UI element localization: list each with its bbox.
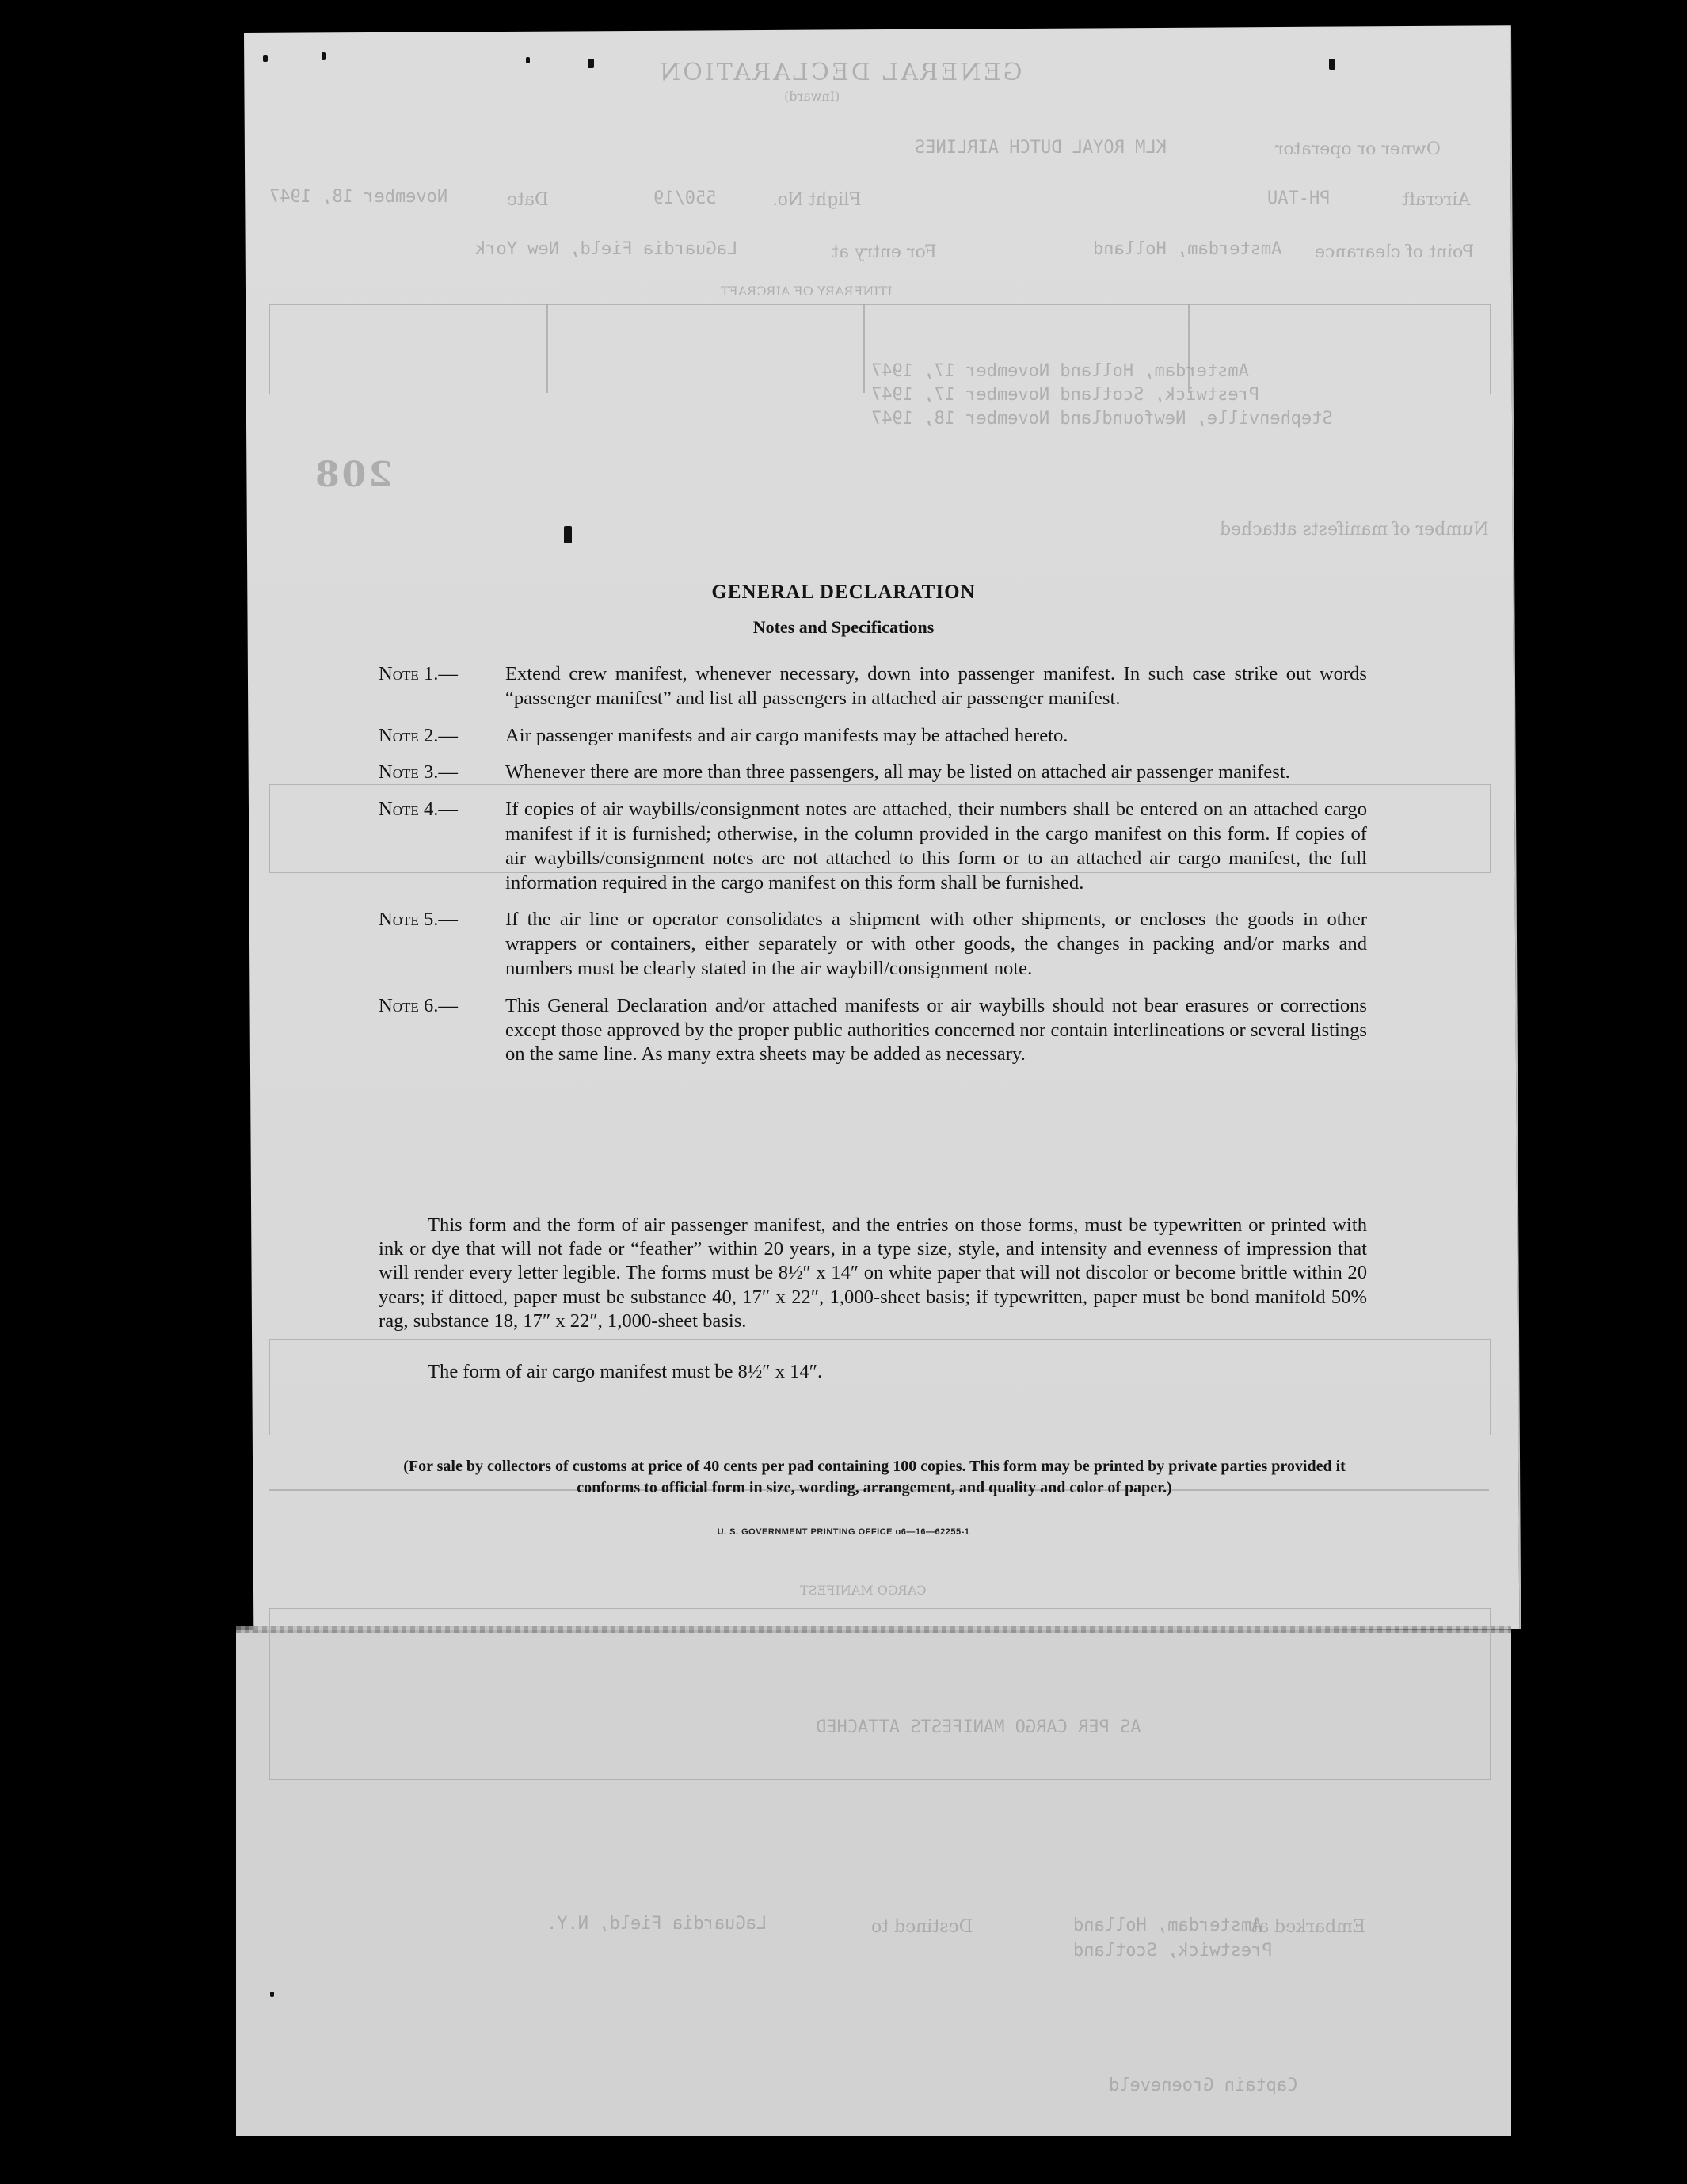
bleed-clearance-value: Amsterdam, Holland <box>1093 239 1282 259</box>
dust-speck <box>588 59 594 68</box>
dust-speck <box>1329 59 1335 70</box>
page-subtitle: Notes and Specifications <box>752 617 935 637</box>
note-item <box>379 724 1367 749</box>
bleed-owner-value: KLM ROYAL DUTCH AIRLINES <box>915 138 1167 158</box>
bleed-manifests-label: Number of manifests attached <box>1220 520 1489 539</box>
notes-list <box>379 662 1367 1080</box>
note-label: Note 6.— <box>379 994 458 1016</box>
bleed-itinerary-divider <box>546 304 548 393</box>
note-text: If copies of air waybills/consignment notes are attached, their numbers shall be entered on an attached cargo manifest if it is furnished; otherwise, in the column provided in the cargo manifest on this form. If copies of air waybills/consignment notes are not attached to this form or to an attached air cargo manifest, the full information required in the cargo manifest on this form shall be furnished. <box>505 799 1367 894</box>
dust-speck <box>263 55 268 62</box>
bleed-header-sub: (Inward) <box>784 89 840 104</box>
bleed-aircraft-label: Aircraft <box>1402 190 1471 210</box>
note-item <box>379 798 1367 895</box>
bleed-cargo-table <box>269 1608 1491 1780</box>
bleed-date-label: Date <box>507 190 549 210</box>
note-label: Note 1.— <box>379 663 458 684</box>
note-item <box>379 760 1367 785</box>
note-label: Note 2.— <box>379 724 458 746</box>
bleed-crew-table <box>269 1339 1491 1435</box>
bleed-cargo-heading: CARGO MANIFEST <box>800 1583 927 1598</box>
bleed-entry-label: For entry at <box>832 242 937 262</box>
bleed-number-stamp: 208 <box>313 455 393 495</box>
note-text: Whenever there are more than three passengers, all may be listed on attached air passenger manifest. <box>505 761 1290 783</box>
bleed-date-value: November 18, 1947 <box>269 187 448 207</box>
bleed-destined-value: LaGuardia Field, N.Y. <box>546 1914 767 1934</box>
note-item <box>379 908 1367 981</box>
note-label: Note 3.— <box>379 761 458 783</box>
note-item <box>379 994 1367 1067</box>
bleed-itinerary-row: Stephenville, Newfoundland November 18, 1947 <box>871 409 1333 429</box>
page-title: GENERAL DECLARATION <box>711 581 976 603</box>
dust-speck <box>270 1992 274 1997</box>
dust-speck <box>564 526 572 543</box>
bleed-owner-label: Owner or operator <box>1275 139 1441 159</box>
bleed-clearance-label: Point of clearance <box>1315 242 1475 262</box>
note-label: Note 5.— <box>379 909 458 931</box>
note-text: If the air line or operator consolidates a shipment with other shipments, or encloses the goods in other wrappers or containers, either separately or with other goods, the changes in packing and/or marks and numbers must be clearly stated in the air waybill/consignment note. <box>505 909 1367 979</box>
bleed-itinerary-heading: ITINERARY OF AIRCRAFT <box>721 284 893 299</box>
bleed-aircraft-value: PH-TAU <box>1267 189 1331 208</box>
bleed-prestwick-value: Prestwick, Scotland <box>1073 1941 1273 1961</box>
note-text: Air passenger manifests and air cargo manifests may be attached hereto. <box>505 724 1068 746</box>
bleed-header-title: GENERAL DECLARATION <box>657 59 1022 86</box>
bleed-itinerary-row: Amsterdam, Holland November 17, 1947 <box>871 361 1249 381</box>
specification-paragraph: This form and the form of air passenger manifest, and the entries on those forms, must be typewritten or printed with ink or dye that will not fade or “feather” within 20 years, in a type size, style, and intensity and evenness of impression that will render every letter legible. The forms must be 8½″ x 14″ on white paper that will not discolor or become brittle within 20 years; if dittoed, paper must be substance 40, 17″ x 22″, 1,000-sheet basis; if typewritten, paper must be bond manifold 50% rag, substance 18, 17″ x 22″, 1,000-sheet basis. <box>379 1214 1367 1332</box>
bleed-signature: Captain Groeneveld <box>1109 2075 1298 2095</box>
bleed-destined-label: Destined to <box>871 1917 973 1937</box>
bleed-embarked-value: Amsterdam, Holland <box>1073 1915 1262 1935</box>
note-label: Note 4.— <box>379 799 458 821</box>
bleed-flight-label: Flight No. <box>772 190 862 210</box>
bleed-entry-value: LaGuardia Field, New York <box>475 239 738 259</box>
bleed-itinerary-divider <box>863 304 865 393</box>
bleed-flight-value: 550/19 <box>653 189 717 208</box>
note-text: Extend crew manifest, whenever necessary, down into passenger manifest. In such case strike out words “passenger manifest” and list all passengers in attached air passenger manifest. <box>505 663 1367 709</box>
dust-speck <box>322 52 326 60</box>
bleed-embarked-label: Embarked at <box>1251 1917 1366 1937</box>
dust-speck <box>526 57 530 63</box>
bleed-itinerary-row: Prestwick, Scotland November 17, 1947 <box>871 385 1260 405</box>
note-item <box>379 662 1367 711</box>
printing-office-line: U. S. GOVERNMENT PRINTING OFFICE o6—16—62255-1 <box>717 1527 970 1537</box>
note-text: This General Declaration and/or attached manifests or air waybills should not bear erasures or corrections except those approved by the proper public authorities concerned nor contain interlineations or several listings on the same line. As many extra sheets may be added as necessary. <box>505 994 1367 1065</box>
cargo-form-size: The form of air cargo manifest must be 8½″ x 14″. <box>428 1361 823 1382</box>
sale-notice: (For sale by collectors of customs at price of 40 cents per pad containing 100 copies. This form may be printed by private parties provided it conforms to official form in size, wording, arrangement, and quality and color of paper.) <box>403 1458 1346 1496</box>
bleed-cargo-stamp: AS PER CARGO MANIFESTS ATTACHED <box>816 1717 1141 1737</box>
